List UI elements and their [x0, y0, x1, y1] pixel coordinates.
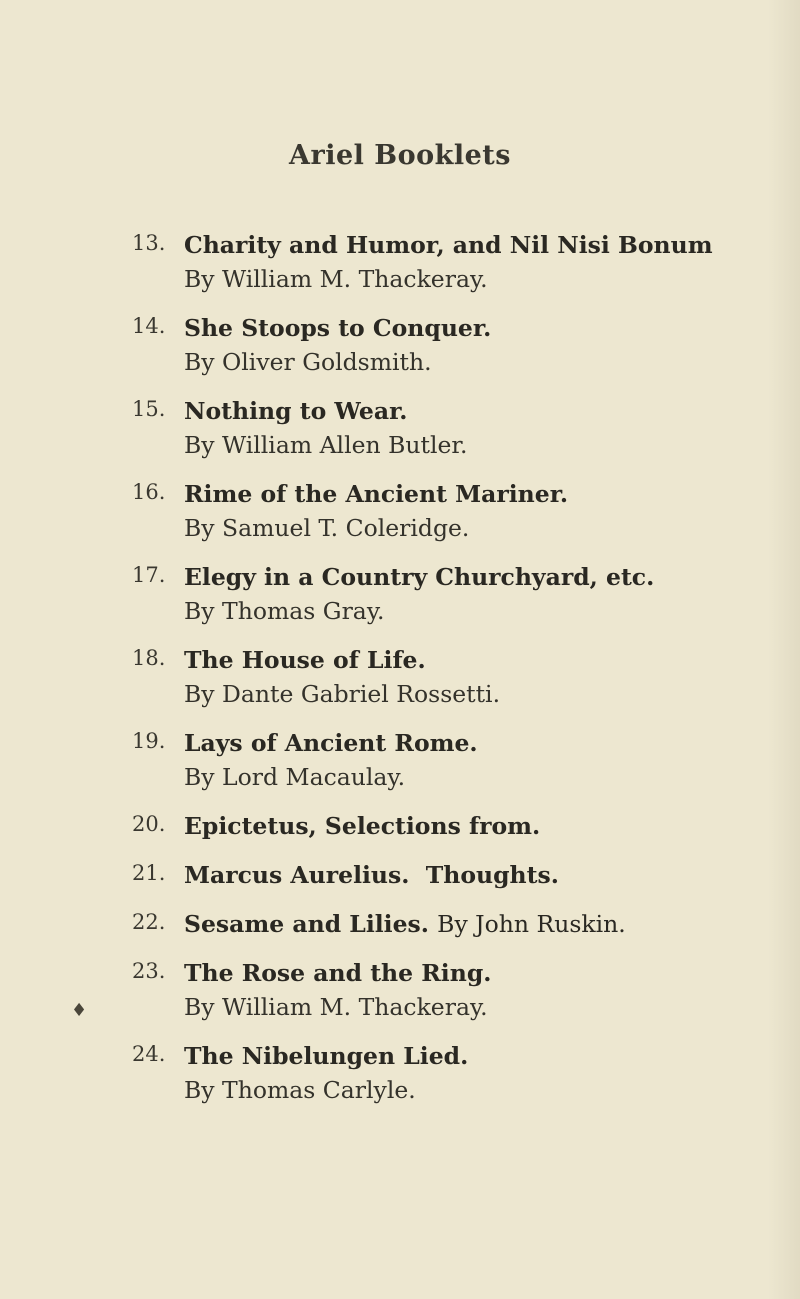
margin-mark-icon: ♦	[71, 1000, 88, 1021]
list-item	[134, 311, 774, 379]
item-title: Marcus Aurelius. Thoughts.	[184, 861, 559, 889]
item-author: By Oliver Goldsmith.	[184, 348, 432, 376]
item-author: By Lord Macaulay.	[184, 763, 406, 791]
list-item	[134, 643, 774, 711]
item-number: 16.	[132, 480, 166, 504]
item-author: By Samuel T. Coleridge.	[184, 514, 470, 542]
item-number: 13.	[132, 231, 166, 255]
item-title-line	[184, 907, 774, 941]
item-number: 14.	[132, 314, 166, 338]
item-author: By William M. Thackeray.	[184, 993, 488, 1021]
item-number: 22.	[132, 910, 166, 934]
list-item	[134, 907, 774, 941]
item-author: By Dante Gabriel Rossetti.	[184, 680, 501, 708]
item-author: By William M. Thackeray.	[184, 265, 488, 293]
booklet-list	[134, 228, 774, 1122]
item-title: Rime of the Ancient Mariner.	[184, 480, 569, 508]
list-item	[134, 228, 774, 296]
item-number: 15.	[132, 397, 166, 421]
item-title: Nothing to Wear.	[184, 397, 408, 425]
item-title: She Stoops to Conquer.	[184, 314, 492, 342]
item-title: The Nibelungen Lied.	[184, 1042, 469, 1070]
item-number: 18.	[132, 646, 166, 670]
page-header: Ariel Booklets	[289, 140, 511, 171]
item-number: 23.	[132, 959, 166, 983]
list-item	[134, 394, 774, 462]
item-author: By William Allen Butler.	[184, 431, 468, 459]
item-number: 17.	[132, 563, 166, 587]
item-number: 20.	[132, 812, 166, 836]
list-item	[134, 809, 774, 843]
item-number: 19.	[132, 729, 166, 753]
item-title: Sesame and Lilies.	[184, 910, 429, 938]
item-title: The House of Life.	[184, 646, 426, 674]
list-item	[134, 858, 774, 892]
item-author: By John Ruskin.	[437, 910, 626, 938]
list-item	[134, 1039, 774, 1107]
item-title: Charity and Humor, and Nil Nisi Bonum	[184, 231, 713, 259]
item-title: The Rose and the Ring.	[184, 959, 492, 987]
list-item	[134, 477, 774, 545]
list-item	[134, 560, 774, 628]
list-item	[134, 956, 774, 1024]
item-title: Lays of Ancient Rome.	[184, 729, 478, 757]
list-item	[134, 726, 774, 794]
item-number: 24.	[132, 1042, 166, 1066]
item-title: Elegy in a Country Churchyard, etc.	[184, 563, 655, 591]
item-number: 21.	[132, 861, 166, 885]
item-title: Epictetus, Selections from.	[184, 812, 541, 840]
item-author: By Thomas Carlyle.	[184, 1076, 416, 1104]
item-author: By Thomas Gray.	[184, 597, 385, 625]
